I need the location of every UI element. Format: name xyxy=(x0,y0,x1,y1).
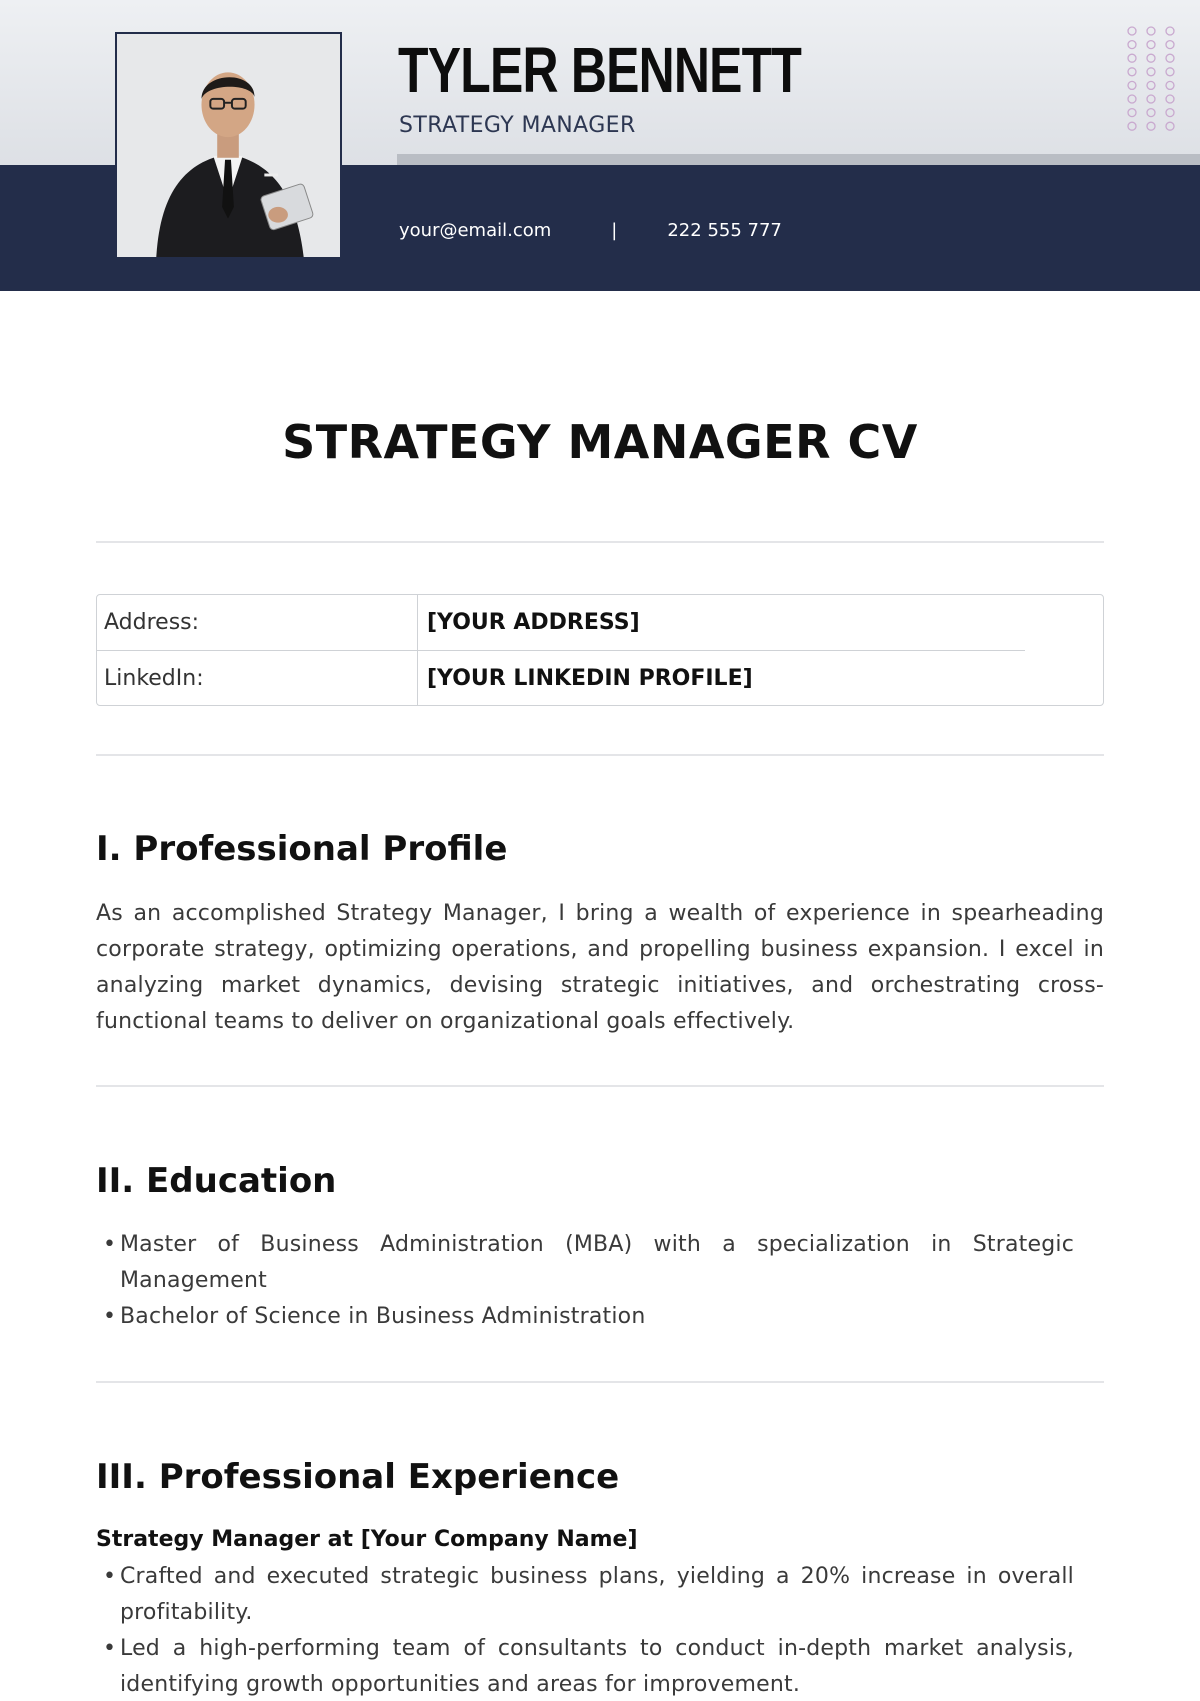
decorative-dot xyxy=(1147,81,1155,89)
education-list xyxy=(96,1227,1074,1335)
document-title: STRATEGY MANAGER CV xyxy=(282,415,918,469)
candidate-name: TYLER BENNETT xyxy=(398,34,802,106)
decorative-dot xyxy=(1166,109,1174,117)
list-item: • Bachelor of Science in Business Administration xyxy=(96,1299,1074,1335)
divider xyxy=(96,754,1104,756)
decorative-dot xyxy=(1128,122,1136,130)
experience-job-title: Strategy Manager at [Your Company Name] xyxy=(96,1527,638,1552)
contact-separator: | xyxy=(611,220,618,241)
contact-details-table xyxy=(96,594,1104,706)
decorative-dot xyxy=(1128,81,1136,89)
decorative-dot xyxy=(1128,68,1136,76)
list-item: • Master of Business Administration (MBA) with a specialization in Strategic Management xyxy=(96,1227,1074,1299)
address-value: [YOUR ADDRESS] xyxy=(427,610,640,635)
dot-grid-decoration xyxy=(1126,25,1176,133)
phone-text[interactable]: 222 555 777 xyxy=(667,220,782,241)
contact-info xyxy=(399,220,782,241)
decorative-dot xyxy=(1147,109,1155,117)
experience-heading: III. Professional Experience xyxy=(96,1457,620,1497)
linkedin-value: [YOUR LINKEDIN PROFILE] xyxy=(427,666,753,691)
decorative-dot xyxy=(1147,41,1155,49)
decorative-dot xyxy=(1128,54,1136,62)
decorative-dot xyxy=(1128,27,1136,35)
email-text[interactable]: your@email.com xyxy=(399,220,552,241)
profile-photo xyxy=(115,32,342,259)
decorative-dot xyxy=(1147,122,1155,130)
dot-grid-icon xyxy=(1126,25,1176,133)
decorative-dot xyxy=(1128,109,1136,117)
decorative-dot xyxy=(1166,122,1174,130)
decorative-dot xyxy=(1166,27,1174,35)
divider xyxy=(96,541,1104,543)
header-divider-bar xyxy=(397,154,1200,165)
decorative-dot xyxy=(1166,95,1174,103)
header xyxy=(0,0,1200,291)
table-row-address xyxy=(97,595,1103,650)
decorative-dot xyxy=(1147,68,1155,76)
decorative-dot xyxy=(1128,95,1136,103)
decorative-dot xyxy=(1128,41,1136,49)
decorative-dot xyxy=(1147,95,1155,103)
divider xyxy=(96,1085,1104,1087)
list-item: • Led a high-performing team of consultants to conduct in-depth market analysis, identifying growth opportunities and areas for improvement. xyxy=(96,1631,1074,1701)
decorative-dot xyxy=(1147,54,1155,62)
profile-text: As an accomplished Strategy Manager, I bring a wealth of experience in spearheading corporate strategy, optimizing operations, and propelling business expansion. I excel in analyzing market dynamics, devising strategic initiatives, and orchestrating cross-functional teams to deliver on organizational goals effectively. xyxy=(96,901,1104,1034)
candidate-job-title: STRATEGY MANAGER xyxy=(399,113,636,138)
decorative-dot xyxy=(1166,41,1174,49)
person-portrait-icon xyxy=(117,34,340,257)
decorative-dot xyxy=(1147,27,1155,35)
profile-heading: I. Professional Profile xyxy=(96,829,508,869)
address-label: Address: xyxy=(97,595,418,650)
decorative-dot xyxy=(1166,68,1174,76)
divider xyxy=(96,1381,1104,1383)
decorative-dot xyxy=(1166,54,1174,62)
experience-list xyxy=(96,1559,1074,1701)
linkedin-label: LinkedIn: xyxy=(97,651,418,706)
decorative-dot xyxy=(1166,81,1174,89)
education-heading: II. Education xyxy=(96,1161,337,1201)
list-item: • Crafted and executed strategic business plans, yielding a 20% increase in overall profitability. xyxy=(96,1559,1074,1631)
table-row-linkedin xyxy=(97,651,1103,706)
